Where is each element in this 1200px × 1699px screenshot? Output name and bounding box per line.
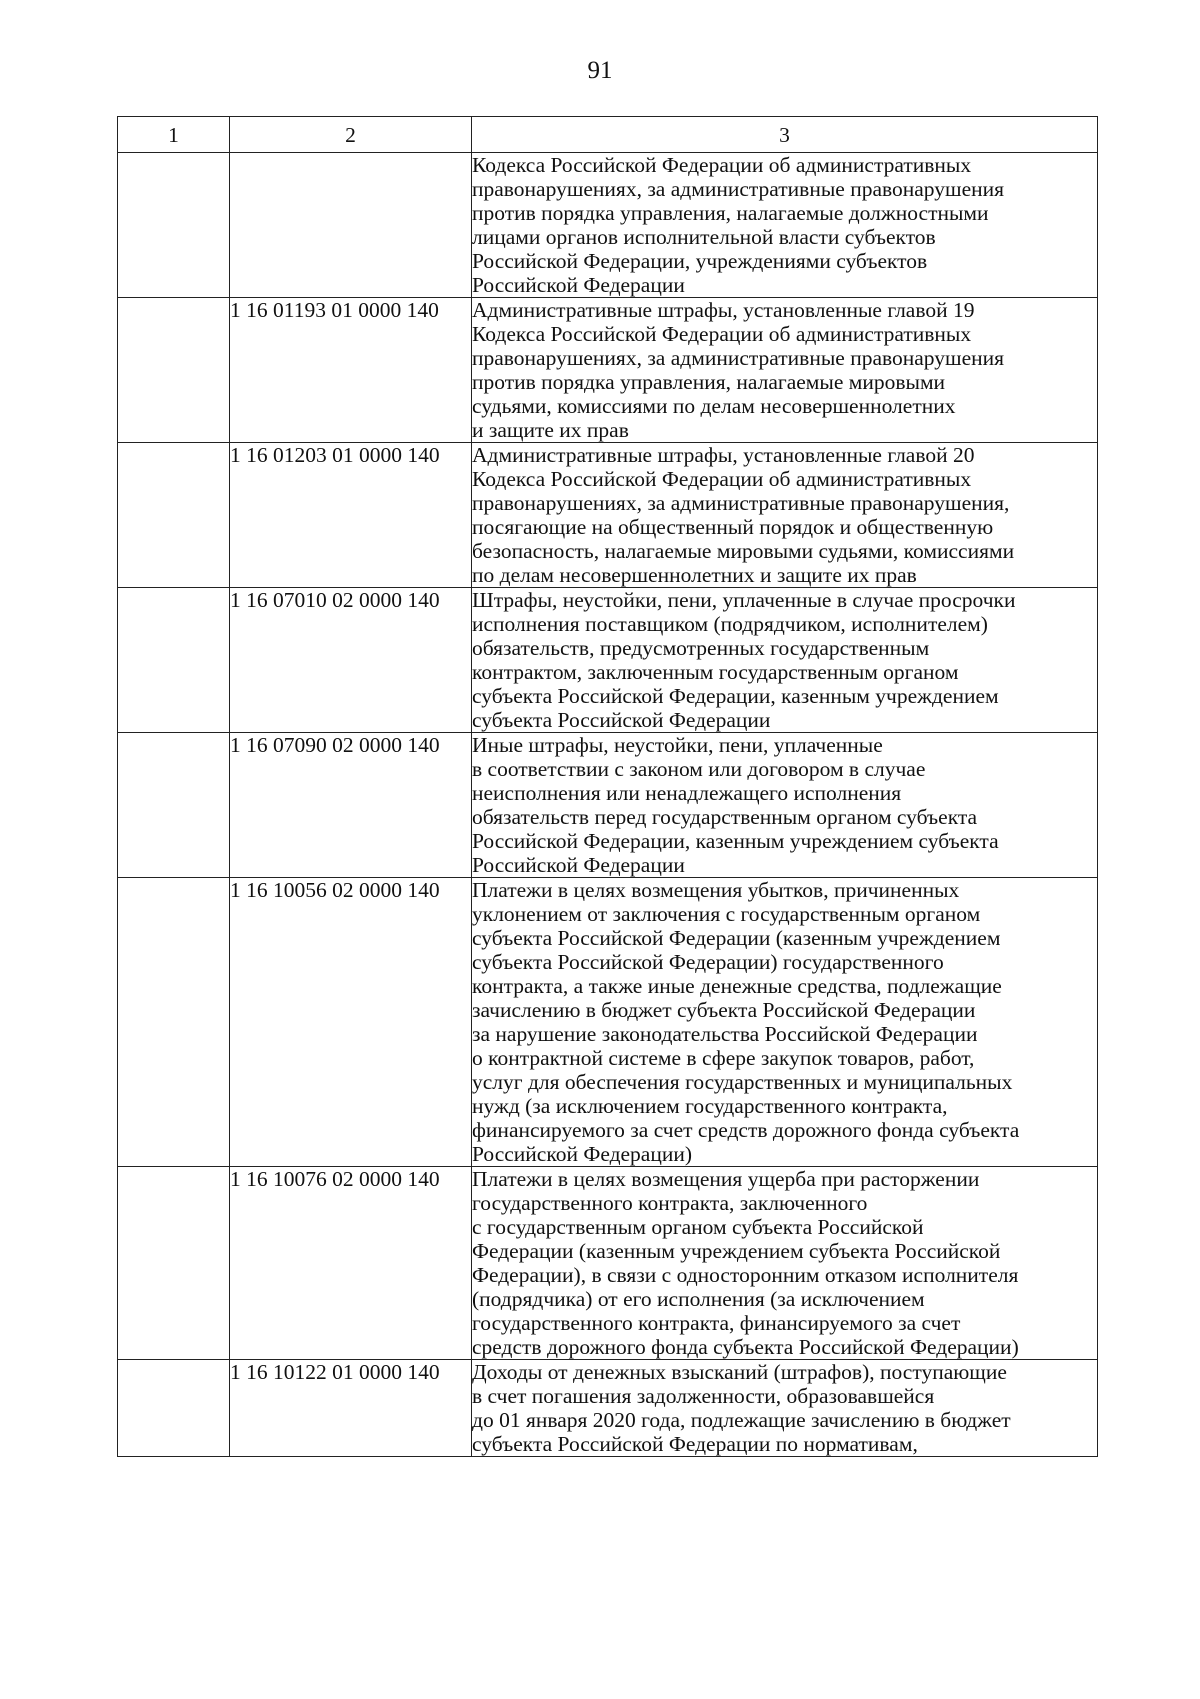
description-cell xyxy=(472,153,1098,298)
description-line: правонарушениях, за административные правонарушения, xyxy=(472,491,1010,515)
description-line: финансируемого за счет средств дорожного фонда субъекта xyxy=(472,1118,1020,1142)
description-line: Штрафы, неустойки, пени, уплаченные в случае просрочки xyxy=(472,588,1016,612)
description-line: субъекта Российской Федерации (казенным учреждением xyxy=(472,926,1001,950)
description-line: Доходы от денежных взысканий (штрафов), поступающие xyxy=(472,1360,1007,1384)
description-line: зачислению в бюджет субъекта Российской Федерации xyxy=(472,998,976,1022)
description-line: до 01 января 2020 года, подлежащие зачислению в бюджет xyxy=(472,1408,1011,1432)
table-row xyxy=(118,153,1098,298)
row-number-cell xyxy=(118,1167,230,1360)
description-line: Платежи в целях возмещения ущерба при расторжении xyxy=(472,1167,980,1191)
budget-codes-table xyxy=(117,116,1098,1457)
description-line: против порядка управления, налагаемые должностными xyxy=(472,201,989,225)
description-line: по делам несовершеннолетних и защите их прав xyxy=(472,563,917,587)
description-line: обязательств, предусмотренных государственным xyxy=(472,636,930,660)
budget-code-cell xyxy=(230,153,472,298)
description-line: судьями, комиссиями по делам несовершеннолетних xyxy=(472,394,956,418)
budget-code-cell: 1 16 01203 01 0000 140 xyxy=(230,443,472,588)
description-line: Иные штрафы, неустойки, пени, уплаченные xyxy=(472,733,883,757)
description-line: контракта, а также иные денежные средства, подлежащие xyxy=(472,974,1002,998)
description-line: нужд (за исключением государственного контракта, xyxy=(472,1094,948,1118)
budget-code-cell: 1 16 10122 01 0000 140 xyxy=(230,1360,472,1457)
description-line: правонарушениях, за административные правонарушения xyxy=(472,346,1005,370)
description-line: правонарушениях, за административные правонарушения xyxy=(472,177,1005,201)
budget-code-cell: 1 16 10056 02 0000 140 xyxy=(230,878,472,1167)
table-row xyxy=(118,878,1098,1167)
description-line: в счет погашения задолженности, образовавшейся xyxy=(472,1384,935,1408)
description-line: лицами органов исполнительной власти субъектов xyxy=(472,225,936,249)
description-line: в соответствии с законом или договором в случае xyxy=(472,757,926,781)
row-number-cell xyxy=(118,733,230,878)
description-line: Платежи в целях возмещения убытков, причиненных xyxy=(472,878,960,902)
description-line: посягающие на общественный порядок и общественную xyxy=(472,515,994,539)
column-header: 1 xyxy=(118,117,230,153)
description-line: Кодекса Российской Федерации об административных xyxy=(472,322,972,346)
row-number-cell xyxy=(118,1360,230,1457)
budget-code-cell: 1 16 07090 02 0000 140 xyxy=(230,733,472,878)
row-number-cell xyxy=(118,588,230,733)
budget-code-cell: 1 16 01193 01 0000 140 xyxy=(230,298,472,443)
description-line: субъекта Российской Федерации xyxy=(472,708,771,732)
row-number-cell xyxy=(118,153,230,298)
description-line: государственного контракта, финансируемого за счет xyxy=(472,1311,961,1335)
table-row xyxy=(118,733,1098,878)
description-line: субъекта Российской Федерации по нормативам, xyxy=(472,1432,918,1456)
description-line: о контрактной системе в сфере закупок товаров, работ, xyxy=(472,1046,975,1070)
description-line: неисполнения или ненадлежащего исполнения xyxy=(472,781,902,805)
table-header-row xyxy=(118,117,1098,153)
description-line: за нарушение законодательства Российской Федерации xyxy=(472,1022,978,1046)
description-line: исполнения поставщиком (подрядчиком, исполнителем) xyxy=(472,612,988,636)
description-cell xyxy=(472,733,1098,878)
row-number-cell xyxy=(118,878,230,1167)
description-cell xyxy=(472,588,1098,733)
description-line: Федерации (казенным учреждением субъекта Российской xyxy=(472,1239,1001,1263)
description-line: услуг для обеспечения государственных и муниципальных xyxy=(472,1070,1013,1094)
description-line: государственного контракта, заключенного xyxy=(472,1191,868,1215)
description-line: Кодекса Российской Федерации об административных xyxy=(472,153,972,177)
description-line: и защите их прав xyxy=(472,418,629,442)
budget-code-cell: 1 16 07010 02 0000 140 xyxy=(230,588,472,733)
description-line: Российской Федерации xyxy=(472,273,685,297)
page-number: 91 xyxy=(587,57,613,84)
description-line: против порядка управления, налагаемые мировыми xyxy=(472,370,946,394)
description-line: Российской Федерации, казенным учреждением субъекта xyxy=(472,829,999,853)
description-cell xyxy=(472,1167,1098,1360)
description-line: уклонением от заключения с государственным органом xyxy=(472,902,981,926)
description-line: Российской Федерации xyxy=(472,853,685,877)
description-cell xyxy=(472,298,1098,443)
column-header: 2 xyxy=(230,117,472,153)
description-line: безопасность, налагаемые мировыми судьями, комиссиями xyxy=(472,539,1015,563)
description-cell xyxy=(472,878,1098,1167)
description-line: субъекта Российской Федерации, казенным учреждением xyxy=(472,684,999,708)
table-row xyxy=(118,1360,1098,1457)
description-line: Федерации), в связи с односторонним отказом исполнителя xyxy=(472,1263,1019,1287)
description-line: Кодекса Российской Федерации об административных xyxy=(472,467,972,491)
description-line: контрактом, заключенным государственным органом xyxy=(472,660,959,684)
description-line: Российской Федерации, учреждениями субъектов xyxy=(472,249,928,273)
description-line: Административные штрафы, установленные главой 20 xyxy=(472,443,975,467)
description-line: обязательств перед государственным органом субъекта xyxy=(472,805,978,829)
budget-code-cell: 1 16 10076 02 0000 140 xyxy=(230,1167,472,1360)
description-line: с государственным органом субъекта Российской xyxy=(472,1215,924,1239)
table-row xyxy=(118,588,1098,733)
row-number-cell xyxy=(118,298,230,443)
description-cell xyxy=(472,443,1098,588)
row-number-cell xyxy=(118,443,230,588)
table-row xyxy=(118,1167,1098,1360)
column-header: 3 xyxy=(472,117,1098,153)
description-line: (подрядчика) от его исполнения (за исключением xyxy=(472,1287,925,1311)
table-body xyxy=(118,153,1098,1457)
table-row xyxy=(118,298,1098,443)
description-line: субъекта Российской Федерации) государственного xyxy=(472,950,944,974)
description-line: Российской Федерации) xyxy=(472,1142,693,1166)
description-line: Административные штрафы, установленные главой 19 xyxy=(472,298,975,322)
description-line: средств дорожного фонда субъекта Российской Федерации) xyxy=(472,1335,1019,1359)
table-row xyxy=(118,443,1098,588)
description-cell xyxy=(472,1360,1098,1457)
